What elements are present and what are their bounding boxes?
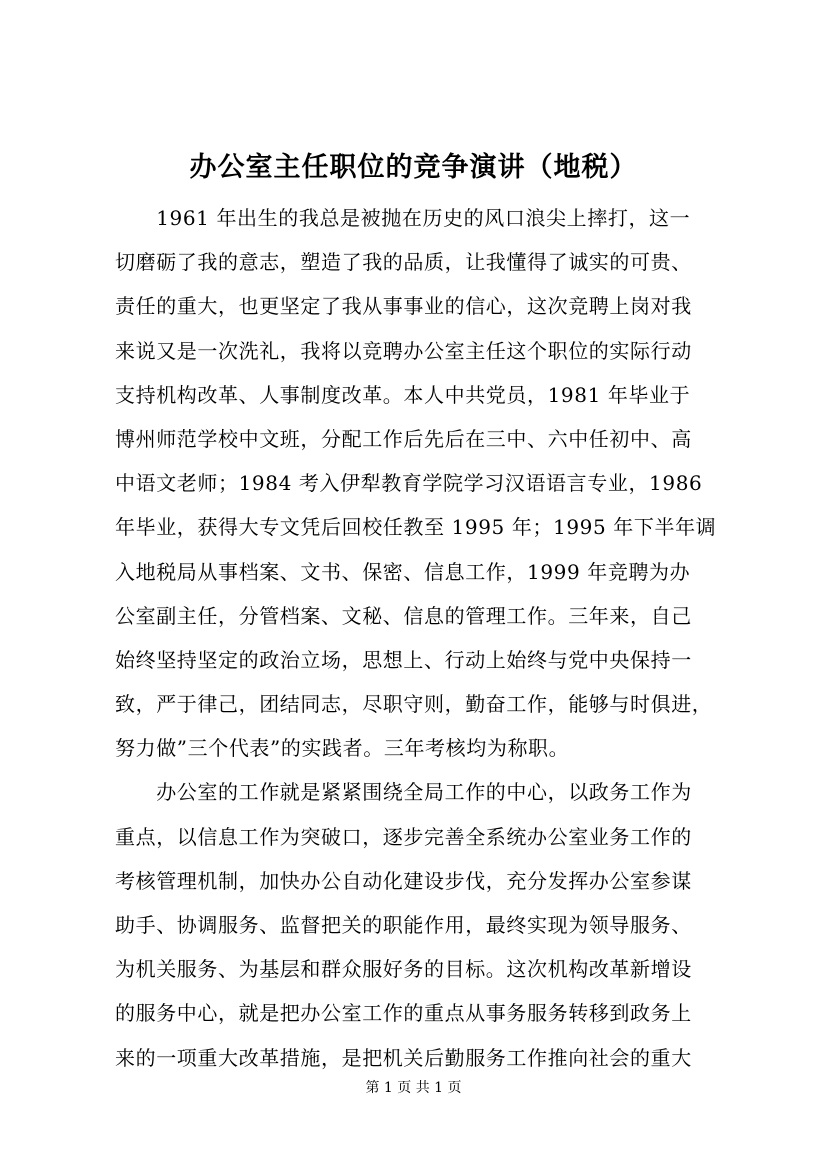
text-line: 致，严于律己，团结同志，尽职守则，勤奋工作，能够与时俱进， bbox=[115, 692, 713, 717]
text-line: 入地税局从事档案、文书、保密、信息工作，1999 年竞聘为办 bbox=[115, 559, 691, 584]
text-line: 年毕业，获得大专文凭后回校任教至 1995 年；1995 年下半年调 bbox=[115, 515, 717, 540]
text-line: 为机关服务、为基层和群众服好务的目标。这次机构改革新增设 bbox=[115, 957, 692, 982]
page-footer: 第 1 页 共 1 页 bbox=[365, 1080, 462, 1096]
text-line: 切磨砺了我的意志，塑造了我的品质，让我懂得了诚实的可贵、 bbox=[115, 250, 692, 275]
document-title: 办公室主任职位的竞争演讲（地税） bbox=[189, 152, 638, 183]
text-line: 责任的重大，也更坚定了我从事事业的信心，这次竞聘上岗对我 bbox=[115, 294, 692, 319]
text-line: 博州师范学校中文班，分配工作后先后在三中、六中任初中、高 bbox=[115, 426, 692, 451]
text-line: 支持机构改革、人事制度改革。本人中共党员，1981 年毕业于 bbox=[115, 382, 691, 407]
text-line: 来说又是一次洗礼，我将以竞聘办公室主任这个职位的实际行动 bbox=[115, 338, 692, 363]
text-line: 的服务中心，就是把办公室工作的重点从事务服务转移到政务上 bbox=[115, 1001, 692, 1026]
text-line: 考核管理机制，加快办公自动化建设步伐，充分发挥办公室参谋 bbox=[115, 868, 692, 893]
text-line: 中语文老师；1984 考入伊犁教育学院学习汉语语言专业，1986 bbox=[115, 471, 703, 496]
text-line: 来的一项重大改革措施，是把机关后勤服务工作推向社会的重大 bbox=[115, 1045, 692, 1070]
document-body bbox=[115, 196, 740, 1080]
text-line: 始终坚持坚定的政治立场，思想上、行动上始终与党中央保持一 bbox=[115, 647, 692, 672]
text-line: 1961 年出生的我总是被抛在历史的风口浪尖上摔打，这一 bbox=[115, 206, 691, 230]
text-line: 努力做”三个代表”的实践者。三年考核均为称职。 bbox=[115, 736, 570, 761]
text-line: 公室副主任，分管档案、文秘、信息的管理工作。三年来，自己 bbox=[115, 603, 692, 628]
text-line: 助手、协调服务、监督把关的职能作用，最终实现为领导服务、 bbox=[115, 913, 692, 937]
text-line: 办公室的工作就是紧紧围绕全局工作的中心，以政务工作为 bbox=[115, 780, 692, 805]
text-line: 重点，以信息工作为突破口，逐步完善全系统办公室业务工作的 bbox=[115, 824, 692, 849]
